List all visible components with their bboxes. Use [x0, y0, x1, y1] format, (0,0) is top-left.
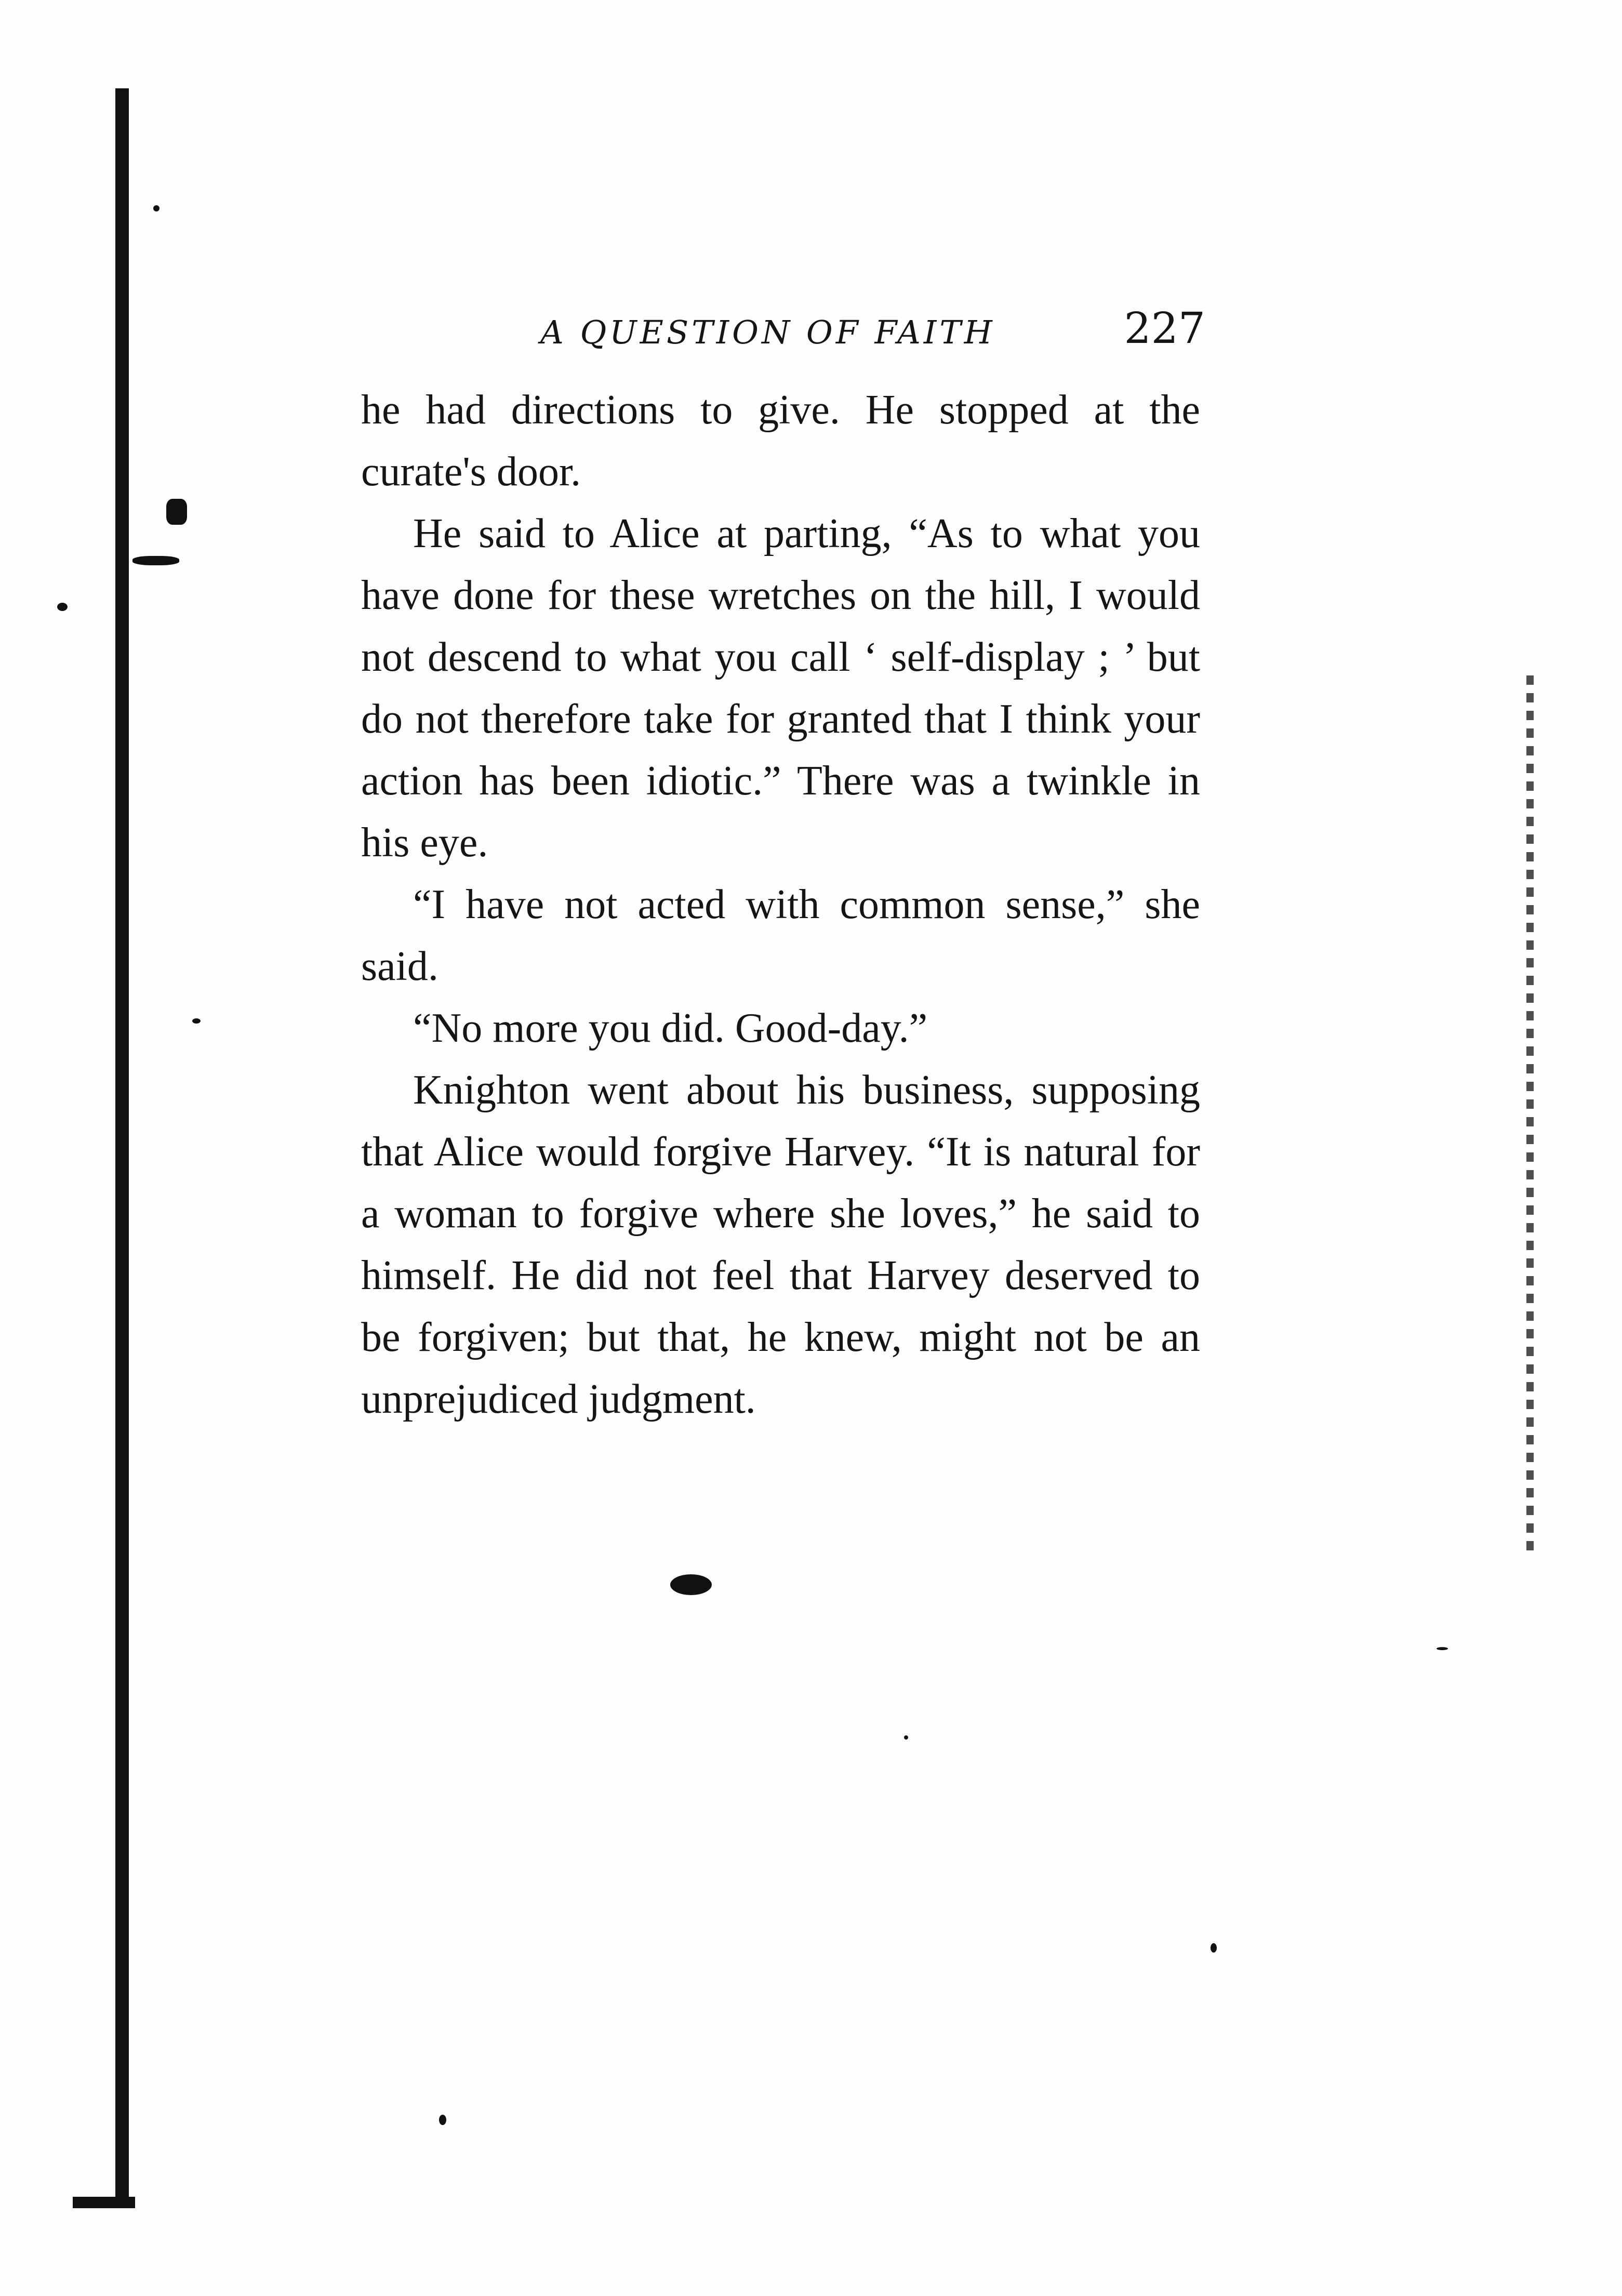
edge-bleed: [1526, 675, 1534, 1559]
paragraph: “I have not acted with common sense,” she said.: [361, 882, 1200, 989]
ink-speck: [1437, 1647, 1448, 1650]
ink-speck: [439, 2115, 446, 2125]
body-text: [361, 379, 1200, 1430]
paragraph: he had directions to give. He stopped at the curate's door.: [361, 387, 1200, 495]
running-header: [540, 304, 1205, 361]
running-title: A QUESTION OF FAITH: [540, 313, 995, 351]
binding-shadow: [115, 88, 129, 2208]
paragraph: He said to Alice at parting, “As to what you have done for these wretches on the hill, I would not descend to what you call ‘ self-display ; ’ but do not therefore take for granted that I think your action has been idiotic.” There was a twinkle in his eye.: [361, 511, 1200, 866]
ink-blot: [132, 556, 179, 565]
binding-shadow-foot: [73, 2197, 135, 2208]
ink-speck: [57, 603, 68, 611]
ink-speck: [153, 205, 159, 211]
ink-speck: [904, 1735, 908, 1740]
ink-blot: [166, 499, 187, 525]
ink-speck: [192, 1018, 201, 1024]
page-number: 227: [1124, 304, 1205, 353]
paragraph: Knighton went about his business, supposing that Alice would forgive Harvey. “It is natural for a woman to forgive where she loves,” he said to himself. He did not feel that Harvey deserved to be forgiven; but that, he knew, might not be an unprejudiced judgment.: [361, 1067, 1200, 1422]
ink-blot: [670, 1574, 712, 1595]
ink-speck: [1211, 1943, 1217, 1953]
paragraph: “No more you did. Good-day.”: [413, 1005, 928, 1051]
